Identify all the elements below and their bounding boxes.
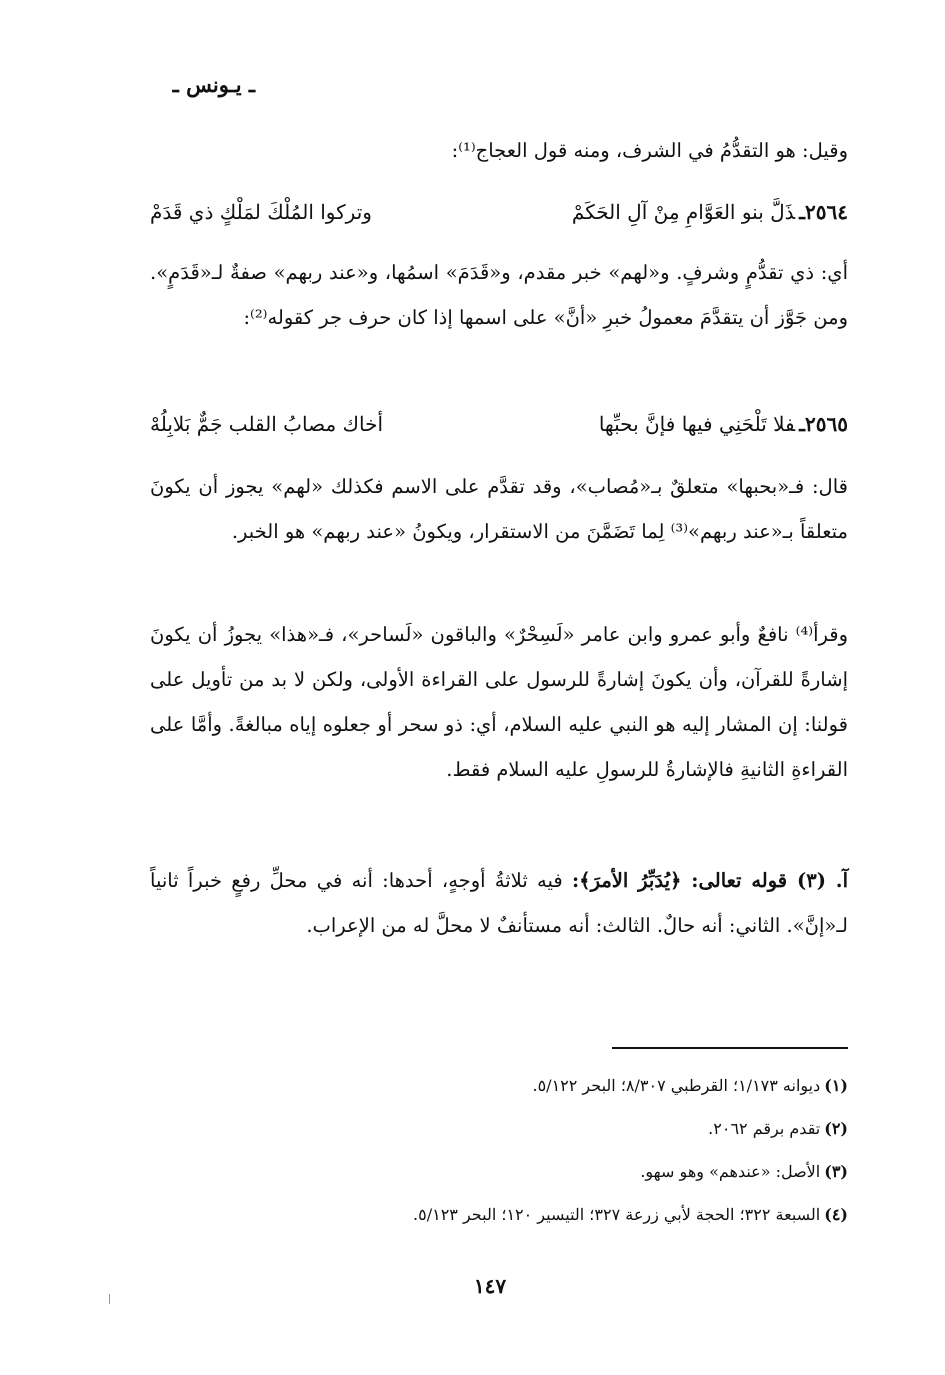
footnote-3-number: (٣) — [824, 1162, 848, 1181]
footnote-4-number: (٤) — [824, 1205, 848, 1224]
verse-2564-first-text: ذَلَّ بنو العَوَّامِ مِنْ آلِ الحَكَمْ — [571, 200, 796, 224]
paragraph-5-lead: آ. (٣) قوله تعالى: ﴿يُدَبِّرُ الأمرَ﴾: — [571, 869, 848, 892]
verse-2565-first-text: فلا تَلْحَنِي فيها فإنَّ بحبِّها — [598, 412, 796, 436]
footnote-4-text: السبعة ٣٢٢؛ الحجة لأبي زرعة ٣٢٧؛ التيسير ١٢٠؛ البحر ٥/١٢٣. — [413, 1205, 821, 1224]
verse-2565-second-hemistich: أخاك مصابُ القلب جَمٌّ بَلابِلُهْ — [150, 412, 384, 436]
scan-mark — [109, 1294, 110, 1304]
footnote-3 — [150, 1150, 848, 1193]
paragraph-5-rest: فيه ثلاثةُ أوجهٍ، أحدها: أنه في محلِّ رفعٍ خبراً ثانياً لـ«إنَّ». الثاني: أنه حالٌ. الثالث: أنه مستأنفٌ لا محلَّ له من الإعراب. — [150, 869, 848, 937]
paragraph-3-text: قال: فـ«بحبها» متعلقٌ بـ«مُصاب»، وقد تقدَّم على الاسم فكذلك «لهم» يجوز أن يكونَ متعلقاً بـ«عند ربهم»⁽³⁾ لِما تَضَمَّنَ من الاستقرار، ويكونُ «عند ربهم» هو الخبر. — [150, 475, 848, 543]
paragraph-4 — [150, 612, 848, 792]
page-number: ١٤٧ — [473, 1274, 507, 1298]
verse-2565-number: ٢٥٦٥ـ — [799, 412, 848, 436]
paragraph-5-text — [150, 858, 848, 948]
verse-2565-first-hemistich — [599, 404, 848, 444]
footnote-2-text: تقدم برقم ٢٠٦٢. — [708, 1119, 821, 1138]
footnotes — [150, 1064, 848, 1236]
verse-2564 — [150, 192, 848, 232]
footnote-2-number: (٢) — [824, 1119, 848, 1138]
paragraph-5 — [150, 858, 848, 948]
paragraph-1-text: وقيل: هو التقدُّمُ في الشرف، ومنه قول العجاج⁽¹⁾: — [451, 139, 848, 162]
paragraph-1 — [150, 128, 848, 173]
verse-2564-second-hemistich: وتركوا المُلْكَ لمَلْكٍ ذي قَدَمْ — [150, 200, 372, 224]
paragraph-2 — [150, 250, 848, 340]
paragraph-2-text: أي: ذي تقدُّمٍ وشرفٍ. و«لهم» خبر مقدم، و«قَدَمَ» اسمُها، و«عند ربهم» صفةٌ لـ«قَدَمٍ». ومن جَوَّز أن يتقدَّمَ معمولُ خبرِ «أنَّ» على اسمها إذا كان حرف جر كقوله⁽²⁾: — [150, 261, 848, 329]
footnote-3-text: الأصل: «عندهم» وهو سهو. — [640, 1162, 821, 1181]
verse-2565 — [150, 404, 848, 444]
footnote-1-number: (١) — [824, 1076, 848, 1095]
paragraph-3 — [150, 464, 848, 554]
footnote-1-text: ديوانه ١/١٧٣؛ القرطبي ٨/٣٠٧؛ البحر ٥/١٢٢. — [532, 1076, 821, 1095]
footnote-1 — [150, 1064, 848, 1107]
paragraph-4-text: وقرأ⁽⁴⁾ نافعٌ وأبو عمرو وابن عامر «لَسِحْرٌ» والباقون «لَساحر»، فـ«هذا» يجوزُ أن يكونَ إشارةً للقرآن، وأن يكونَ إشارةً للرسول على القراءة الأولى، ولكن لا بد من تأويل على قولنا: إن المشار إليه هو النبي عليه السلام، أي: ذو سحر أو جعلوه إياه مبالغةً. وأمَّا على القراءةِ الثانيةِ فالإشارةُ للرسولِ عليه السلام فقط. — [150, 623, 848, 781]
running-header: ـ يـونس ـ — [172, 72, 255, 97]
verse-2564-number: ٢٥٦٤ـ — [799, 200, 848, 224]
footnote-separator — [612, 1047, 848, 1049]
footnote-2 — [150, 1107, 848, 1150]
footnote-4 — [150, 1193, 848, 1236]
verse-2564-first-hemistich — [572, 192, 848, 232]
